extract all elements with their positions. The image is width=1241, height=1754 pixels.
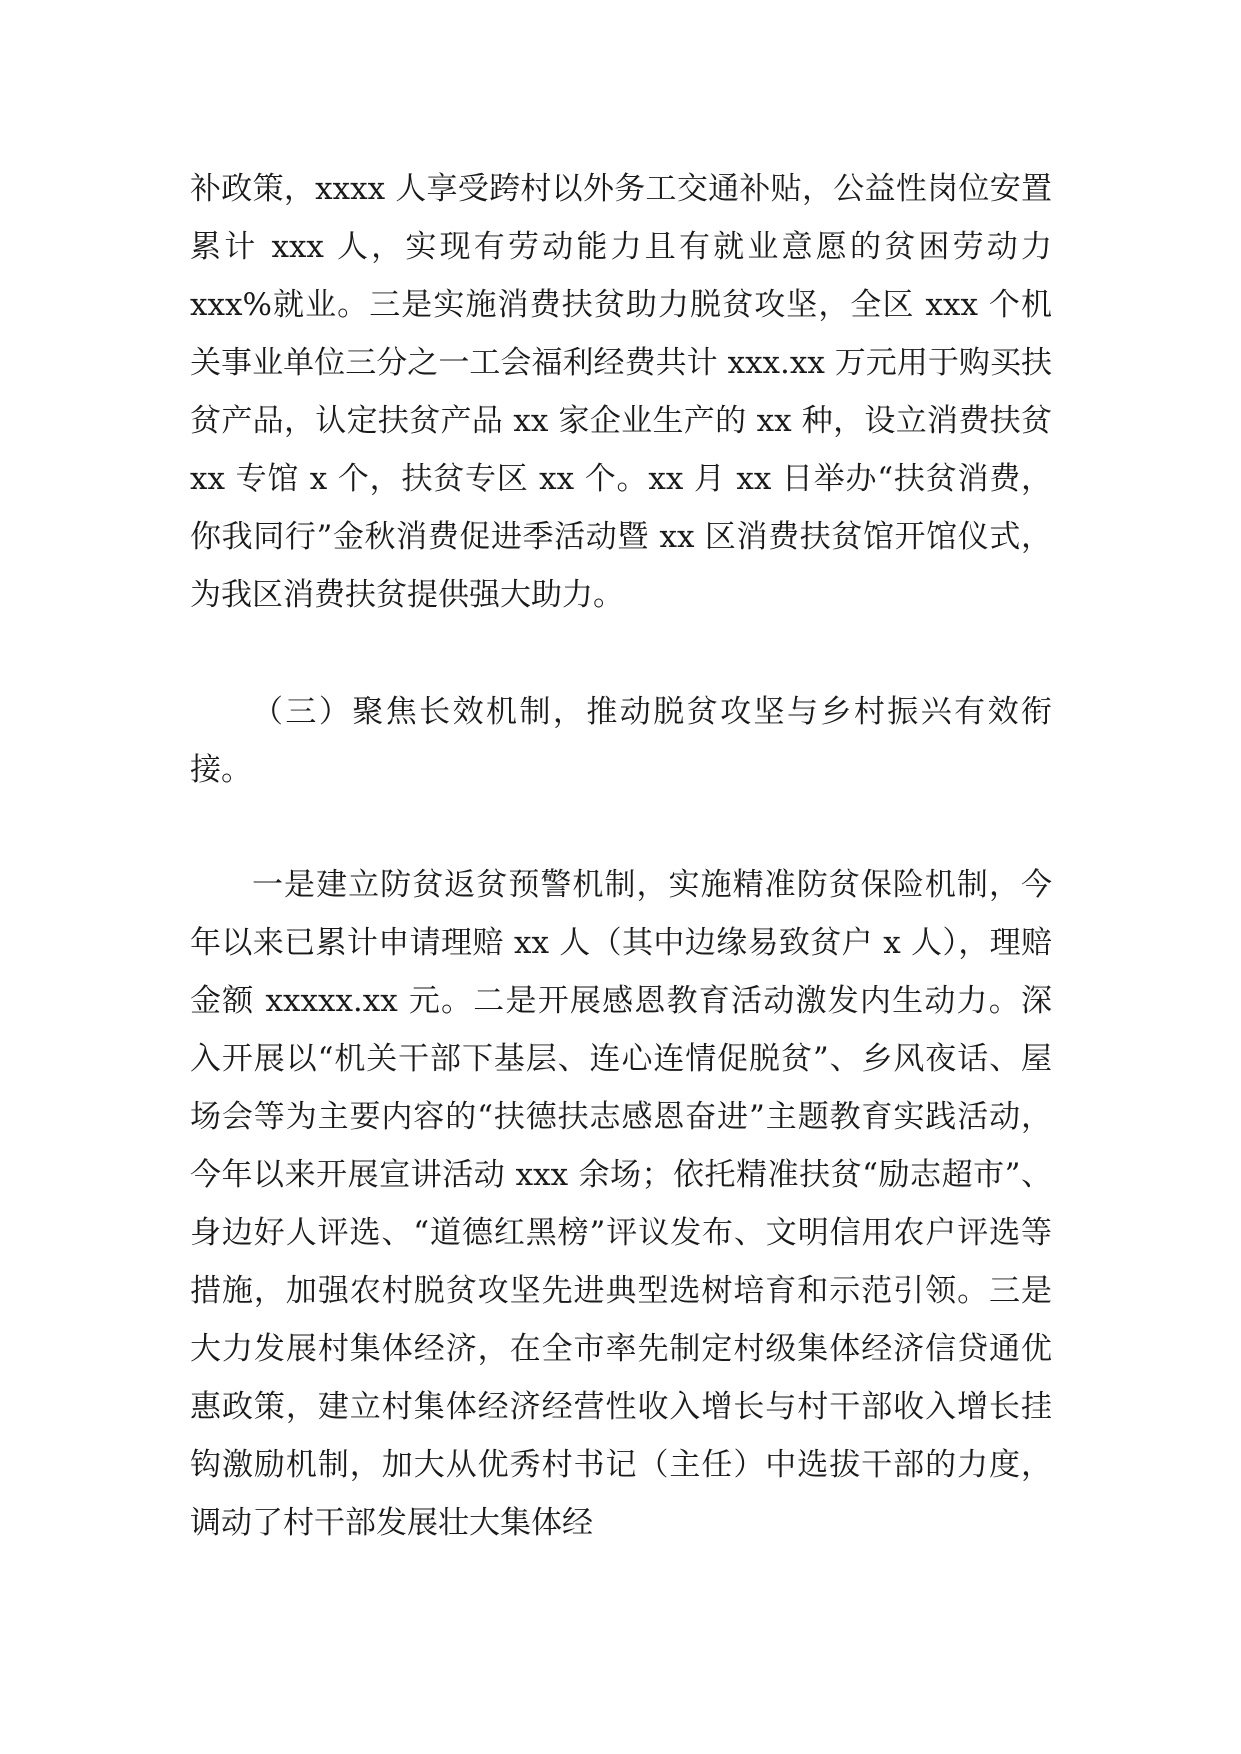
paragraph-long-term-mechanism: 一是建立防贫返贫预警机制，实施精准防贫保险机制，今年以来已累计申请理赔 xx 人（其中边缘易致贫户 x 人），理赔金额 xxxxx.xx 元。二是开展感恩教育活动激发内生动力。深入开展以“机关干部下基层、连心连情促脱贫”、乡风夜话、屋场会等为主要内容的“扶德扶志感恩奋进”主题教育实践活动，今年以来开展宣讲活动 xxx 余场；依托精准扶贫“励志超市”、身边好人评选、“道德红黑榜”评议发布、文明信用农户评选等措施，加强农村脱贫攻坚先进典型选树培育和示范引领。三是大力发展村集体经济，在全市率先制定村级集体经济信贷通优惠政策，建立村集体经济经营性收入增长与村干部收入增长挂钩激励机制，加大从优秀村书记（主任）中选拔干部的力度，调动了村干部发展壮大集体经	[190, 867, 1052, 1541]
paragraph-employment-consumption: 补政策，xxxx 人享受跨村以外务工交通补贴，公益性岗位安置累计 xxx 人，实现有劳动能力且有就业意愿的贫困劳动力 xxx%就业。三是实施消费扶贫助力脱贫攻坚，全区 xxx 个机关事业单位三分之一工会福利经费共计 xxx.xx 万元用于购买扶贫产品，认定扶贫产品 xx 家企业生产的 xx 种，设立消费扶贫 xx 专馆 x 个，扶贫专区 xx 个。xx 月 xx 日举办“扶贫消费，你我同行”金秋消费促进季活动暨 xx 区消费扶贫馆开馆仪式，为我区消费扶贫提供强大助力。	[190, 171, 1052, 613]
section-heading-three: （三）聚焦长效机制，推动脱贫攻坚与乡村振兴有效衔接。	[190, 694, 1052, 788]
